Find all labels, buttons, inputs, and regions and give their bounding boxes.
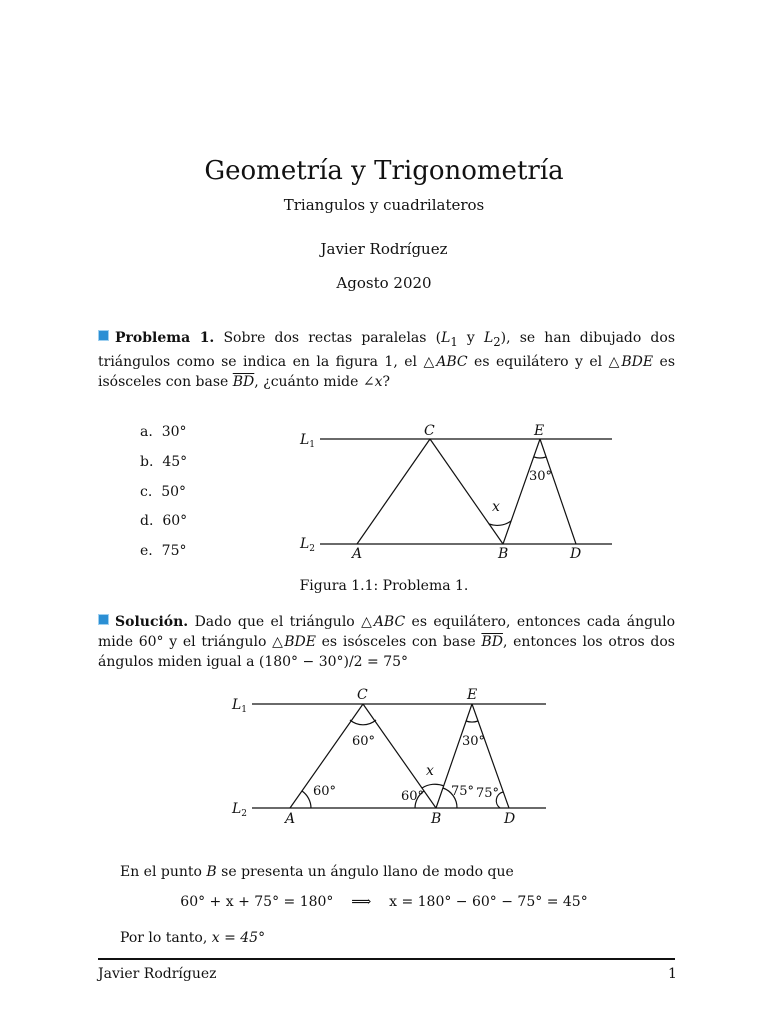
option-b: b. 45° bbox=[140, 454, 188, 470]
label-B: B bbox=[431, 811, 442, 827]
figure-caption: Figura 1.1: Problema 1. bbox=[299, 578, 469, 594]
document-title: Geometría y Trigonometría bbox=[204, 156, 564, 186]
conclusion-final: Por lo tanto, x = 45° bbox=[120, 930, 266, 946]
label-angle-E: 30° bbox=[462, 734, 486, 749]
solution-label: Solución. bbox=[115, 614, 189, 630]
label-L2: $L_2$ bbox=[300, 536, 316, 554]
conclusion-intro: En el punto B se presenta un ángulo llano de modo que bbox=[120, 864, 514, 880]
label-A: A bbox=[285, 811, 296, 827]
label-A: A bbox=[352, 546, 363, 562]
document-subtitle: Triangulos y cuadrilateros bbox=[283, 196, 485, 214]
arc-angle-A bbox=[302, 791, 311, 808]
document-date: Agosto 2020 bbox=[336, 274, 432, 292]
option-e: e. 75° bbox=[140, 543, 187, 559]
label-x: x bbox=[492, 499, 500, 515]
label-angle-E: 30° bbox=[529, 469, 553, 484]
label-L2: $L_2$ bbox=[232, 801, 248, 819]
problem-statement: Problema 1. Sobre dos rectas paralelas ($L_1$ y $L_2$), se han dibujado dos triángulos como se indica en la figura 1, el △ABC es equilátero y el △BDE es isósceles con base $\overline{BD}$, ¿cuánto mide ∠x? bbox=[98, 330, 676, 390]
page-number: 1 bbox=[668, 966, 677, 982]
arc-angle-C bbox=[350, 720, 376, 725]
label-E: E bbox=[534, 423, 545, 439]
equation: 60° + x + 75° = 180° ⟹ x = 180° − 60° − 75° = 45° bbox=[180, 894, 588, 910]
label-B: B bbox=[498, 546, 509, 562]
footer-author: Javier Rodríguez bbox=[98, 966, 217, 982]
label-E: E bbox=[467, 687, 478, 703]
label-x: x bbox=[426, 763, 434, 779]
label-D: D bbox=[570, 546, 582, 562]
label-L1: $L_1$ bbox=[300, 432, 316, 450]
footer-rule bbox=[98, 958, 675, 960]
option-c: c. 50° bbox=[140, 484, 187, 500]
arc-angle-E bbox=[466, 721, 478, 722]
label-angle-B-left: 60° bbox=[401, 789, 425, 804]
problem-label: Problema 1. bbox=[115, 330, 215, 346]
label-D: D bbox=[504, 811, 516, 827]
label-C: C bbox=[357, 687, 368, 703]
option-a: a. 30° bbox=[140, 424, 187, 440]
label-C: C bbox=[424, 423, 435, 439]
option-d: d. 60° bbox=[140, 513, 188, 529]
label-angle-A: 60° bbox=[313, 784, 337, 799]
label-angle-C: 60° bbox=[352, 734, 376, 749]
label-angle-D: 75° bbox=[476, 786, 500, 801]
label-L1: $L_1$ bbox=[232, 697, 248, 715]
segment-CB bbox=[363, 704, 436, 808]
document-author: Javier Rodríguez bbox=[320, 240, 448, 258]
label-angle-B-right: 75° bbox=[451, 784, 475, 799]
arc-angle-x bbox=[422, 784, 444, 788]
solution-paragraph: Solución. Dado que el triángulo △ABC es equilátero, entonces cada ángulo mide 60° y el triángulo △BDE es isósceles con base $\overline{BD}$, entonces los otros dos ángulos miden igual a (180° − 30°)/2 = 75° bbox=[98, 614, 675, 670]
